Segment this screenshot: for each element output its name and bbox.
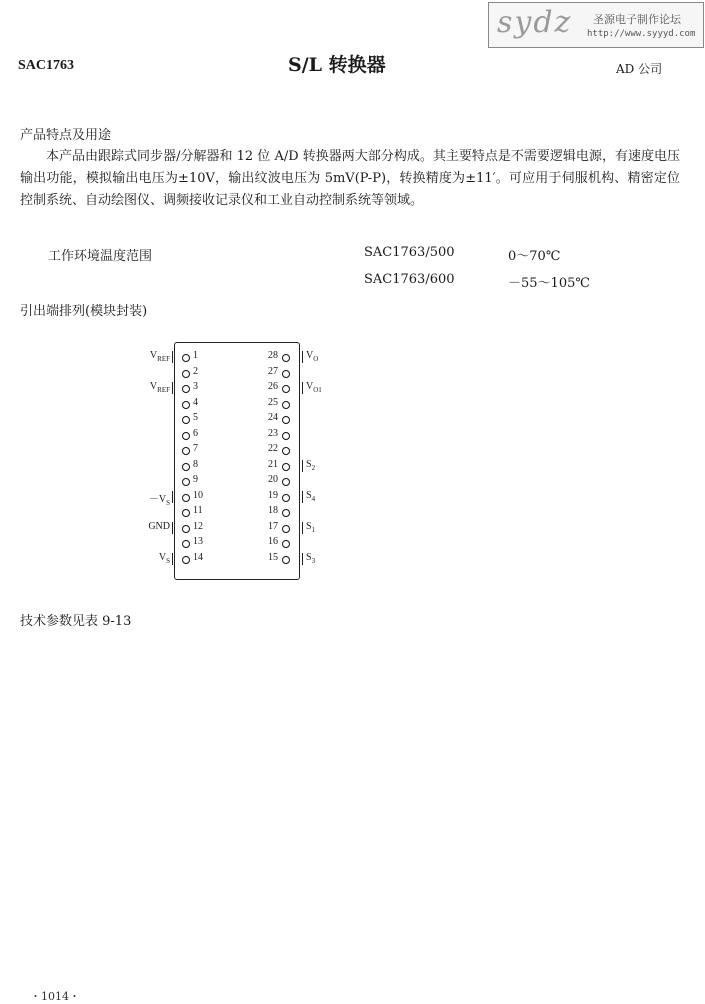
parameter-reference: 技术参数见表 9-13: [20, 614, 132, 629]
pin-dot: [282, 401, 290, 409]
pin-number: 18: [268, 505, 278, 516]
pin-dot: [182, 478, 190, 486]
pin-number: 27: [268, 365, 278, 377]
pin-number: 22: [268, 443, 278, 454]
pin-number: 15: [268, 551, 278, 563]
company-name: AD 公司: [616, 62, 663, 76]
pin-label: $S_4$: [306, 489, 316, 503]
pin-label: $S_1$: [306, 520, 316, 534]
pin-number: 16: [268, 536, 278, 547]
pin-number: 23: [268, 427, 278, 439]
pin-label: $V_{REF}$: [149, 381, 170, 394]
watermark-banner: [488, 2, 704, 48]
features-heading: 产品特点及用途: [20, 128, 112, 143]
pin-dot: [182, 416, 190, 424]
pin-number: 10: [193, 489, 203, 501]
pin-number: 5: [193, 412, 198, 423]
pin-number: 2: [193, 365, 198, 377]
model-temp-range: －55～105℃: [508, 276, 590, 291]
pin-lead: [172, 382, 173, 394]
pin-dot: [182, 540, 190, 548]
pin-number: 8: [193, 458, 198, 470]
pin-number: 1: [193, 350, 198, 361]
pin-dot: [282, 509, 290, 517]
pin-dot: [282, 556, 290, 564]
pin-number: 21: [268, 458, 278, 470]
pin-number: 17: [268, 520, 278, 532]
pin-dot: [182, 354, 190, 362]
pin-dot: [282, 447, 290, 455]
pin-lead: [172, 491, 173, 503]
features-paragraph: 本产品由跟踪式同步器/分解器和 12 位 A/D 转换器两大部分构成。其主要特点是不需要逻辑电源，有速度电压输出功能，模拟输出电压为±10V，输出纹波电压为 5mV(P-P)，转换精度为±11′。可应用于伺服机构、精密定位控制系统、自动绘图仪、调频接收记录仪和工业自动控制系统等领域。: [20, 149, 680, 208]
pin-number: 13: [193, 536, 203, 547]
pin-lead: [302, 553, 303, 565]
pin-number: 19: [268, 489, 278, 501]
pin-dot: [182, 447, 190, 455]
pin-dot: [282, 354, 290, 362]
pin-dot: [182, 385, 190, 393]
pinout-heading: 引出端排列(模块封装): [20, 304, 148, 319]
pin-label: $S_3$: [306, 551, 316, 565]
pin-dot: [282, 463, 290, 471]
watermark-url: http://www.syyyd.com: [587, 29, 696, 39]
pin-label: $V_{REF}$: [149, 350, 170, 363]
page-number: ・1014・: [30, 990, 80, 1003]
pin-label: $V_{O1}$: [306, 381, 322, 394]
pin-label: $V_O$: [306, 350, 319, 363]
pin-dot: [182, 494, 190, 502]
pin-label: GND: [148, 520, 170, 532]
pin-lead: [302, 460, 303, 472]
pin-dot: [182, 463, 190, 471]
pin-dot: [282, 432, 290, 440]
pin-number: 12: [193, 520, 203, 532]
part-number: SAC1763: [18, 58, 75, 73]
pin-lead: [302, 382, 303, 394]
pin-number: 28: [268, 350, 278, 361]
model-temp-range: 0～70℃: [508, 249, 561, 264]
pin-dot: [282, 494, 290, 502]
pin-dot: [182, 525, 190, 533]
pin-number: 14: [193, 551, 203, 563]
temperature-label: 工作环境温度范围: [48, 249, 153, 264]
pin-dot: [282, 540, 290, 548]
pin-number: 7: [193, 443, 198, 454]
pin-number: 4: [193, 396, 198, 408]
model-name: SAC1763/600: [364, 272, 455, 287]
pin-dot: [182, 556, 190, 564]
pin-lead: [172, 553, 173, 565]
pin-lead: [172, 522, 173, 534]
page-title: S/L 转换器: [288, 54, 386, 76]
pin-number: 3: [193, 381, 198, 392]
pin-label: $V_S$: [158, 551, 170, 565]
pin-dot: [182, 509, 190, 517]
pin-dot: [282, 416, 290, 424]
pin-number: 9: [193, 474, 198, 485]
pin-label: $-V_S$: [148, 493, 170, 507]
pin-number: 25: [268, 396, 278, 408]
pin-dot: [282, 525, 290, 533]
pin-lead: [302, 491, 303, 503]
pin-number: 26: [268, 381, 278, 392]
pin-lead: [302, 522, 303, 534]
pin-dot: [182, 370, 190, 378]
pin-dot: [182, 432, 190, 440]
pin-label: $S_2$: [306, 458, 316, 472]
pin-dot: [182, 401, 190, 409]
model-name: SAC1763/500: [364, 245, 455, 260]
pin-lead: [172, 351, 173, 363]
watermark-site-name: 圣源电子制作论坛: [593, 13, 681, 26]
pin-number: 11: [193, 505, 203, 516]
pin-dot: [282, 370, 290, 378]
pin-number: 6: [193, 427, 198, 439]
pin-number: 24: [268, 412, 278, 423]
pin-lead: [302, 351, 303, 363]
pin-dot: [282, 385, 290, 393]
watermark-logo: sydz: [497, 5, 573, 40]
pin-number: 20: [268, 474, 278, 485]
pin-dot: [282, 478, 290, 486]
